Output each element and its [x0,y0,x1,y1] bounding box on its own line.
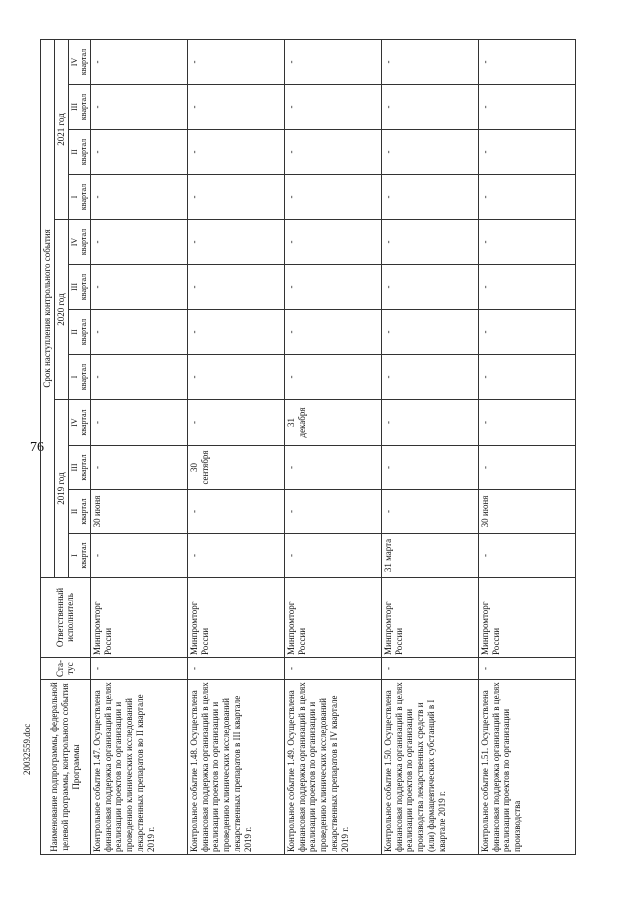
event-term-cell: - [381,85,478,130]
table-header [41,39,91,854]
table-row [478,39,575,854]
event-term-cell: - [90,39,187,84]
header-quarter [68,39,90,84]
quarter-word: квартал [79,183,89,211]
event-term-cell: - [478,446,575,490]
quarter-word: квартал [79,454,89,481]
event-term-cell: - [381,490,478,534]
event-term-cell: - [90,85,187,130]
event-term-cell: - [478,85,575,130]
event-term-cell: - [187,220,284,265]
event-term-cell: - [478,130,575,175]
event-term-cell: - [90,265,187,310]
header-status-col: Ста-тус [41,658,91,680]
event-responsible: Минпромторг России [90,578,187,658]
event-term-cell: - [381,220,478,265]
rotated-table-container [40,40,605,855]
event-term-cell: - [284,265,381,310]
event-term-cell: - [187,265,284,310]
quarter-word: квартал [79,273,89,301]
quarter-number: III [69,103,79,111]
quarter-word: квартал [79,228,89,256]
event-term-cell: - [90,130,187,175]
header-term-col: Срок наступления контрольного события [41,39,55,577]
header-quarter [68,534,90,578]
event-term-cell: - [381,310,478,355]
event-name: Контрольное событие 1.50. Осуществлена финансовая поддержка организаций в целях реализации проектов по организации производства лекарственных средств и (или) фармацевтических субстанций в I квартале 2019 г. [381,680,478,855]
event-term-cell: - [381,355,478,400]
event-status: - [187,658,284,680]
event-term-cell: - [478,220,575,265]
event-term-cell: - [187,355,284,400]
quarter-number: II [69,508,79,515]
event-term-cell: 30 сентября [187,446,284,490]
event-term-cell: - [478,310,575,355]
quarter-number: III [69,463,79,472]
header-quarter [68,130,90,175]
quarter-number: I [69,375,79,379]
event-responsible: Минпромторг России [381,578,478,658]
event-term-cell: - [478,534,575,578]
event-term-cell: - [90,355,187,400]
table-row [381,39,478,854]
quarter-number: III [69,283,79,291]
event-term-cell: - [381,175,478,220]
event-term-cell: 30 июня [90,490,187,534]
event-term-cell: - [187,310,284,355]
header-quarter [68,446,90,490]
event-term-cell: - [187,39,284,84]
event-term-cell: - [284,85,381,130]
event-responsible: Минпромторг России [187,578,284,658]
header-year: 2021 год [54,39,68,219]
event-term-cell: - [284,130,381,175]
control-events-table [40,39,576,855]
event-term-cell: - [90,400,187,446]
event-term-cell: - [381,400,478,446]
event-term-cell: - [478,355,575,400]
event-name: Контрольное событие 1.48. Осуществлена финансовая поддержка организаций в целях реализации проектов по организации и проведению клинических исследований лекарственных препаратов в III квартале 2019 г. [187,680,284,855]
quarter-word: квартал [79,93,89,121]
event-term-cell: - [478,39,575,84]
quarter-number: II [69,329,79,335]
event-term-cell: - [284,490,381,534]
event-term-cell: - [478,265,575,310]
event-name: Контрольное событие 1.49. Осуществлена финансовая поддержка организаций в целях реализации проектов по организации и проведению клинических исследований лекарственных препаратов в IV квартале 2019 г. [284,680,381,855]
event-status: - [284,658,381,680]
header-quarter [68,265,90,310]
header-quarter [68,310,90,355]
event-term-cell: - [381,446,478,490]
page-number: 76 [30,440,44,455]
event-status: - [90,658,187,680]
table-row [284,39,381,854]
event-term-cell: - [187,175,284,220]
header-quarter [68,85,90,130]
quarter-word: квартал [79,498,89,525]
header-quarter [68,355,90,400]
header-quarter [68,490,90,534]
table-row [90,39,187,854]
quarter-word: квартал [79,542,89,569]
event-term-cell: - [284,39,381,84]
quarter-number: I [69,554,79,557]
event-term-cell: 31 декабря [284,400,381,446]
header-year: 2019 год [54,400,68,578]
header-quarter [68,220,90,265]
event-term-cell: - [90,446,187,490]
event-term-cell: - [187,534,284,578]
event-term-cell: - [284,175,381,220]
header-resp-col: Ответственный исполнитель [41,578,91,658]
event-term-cell: - [187,85,284,130]
quarter-number: IV [69,418,79,427]
quarter-word: квартал [79,318,89,346]
event-term-cell: 31 марта [381,534,478,578]
event-term-cell: - [284,446,381,490]
event-term-cell: - [284,534,381,578]
header-name-col: Наименование подпрограммы, федеральной целевой программы, контрольного события Программы [41,680,91,855]
event-term-cell: - [381,130,478,175]
event-term-cell: - [381,39,478,84]
header-year: 2020 год [54,220,68,400]
event-term-cell: - [381,265,478,310]
quarter-word: квартал [79,138,89,166]
quarter-word: квартал [79,363,89,391]
header-quarter [68,400,90,446]
header-quarter [68,175,90,220]
event-term-cell: - [284,310,381,355]
event-term-cell: - [284,355,381,400]
quarter-word: квартал [79,409,89,436]
event-responsible: Минпромторг России [284,578,381,658]
quarter-word: квартал [79,48,89,76]
quarter-number: I [69,195,79,199]
event-status: - [478,658,575,680]
quarter-number: II [69,149,79,155]
table-body [90,39,575,854]
event-status: - [381,658,478,680]
event-term-cell: - [187,400,284,446]
event-term-cell: - [90,175,187,220]
quarter-number: IV [69,57,79,67]
event-term-cell: - [90,220,187,265]
event-term-cell: - [478,400,575,446]
table-row [187,39,284,854]
event-term-cell: - [90,310,187,355]
event-term-cell: 30 июня [478,490,575,534]
event-term-cell: - [90,534,187,578]
event-responsible: Минпромторг России [478,578,575,658]
event-term-cell: - [187,130,284,175]
event-name: Контрольное событие 1.47. Осуществлена финансовая поддержка организаций в целях реализации проектов по организации и проведению клинических исследований лекарственных препаратов во II квартале 2019 г. [90,680,187,855]
event-term-cell: - [187,490,284,534]
footer-doc-code: 20032559.doc [22,723,32,775]
event-term-cell: - [478,175,575,220]
quarter-number: IV [69,237,79,247]
event-name: Контрольное событие 1.51. Осуществлена финансовая поддержка организаций в целях реализации проектов по организации производства [478,680,575,855]
event-term-cell: - [284,220,381,265]
